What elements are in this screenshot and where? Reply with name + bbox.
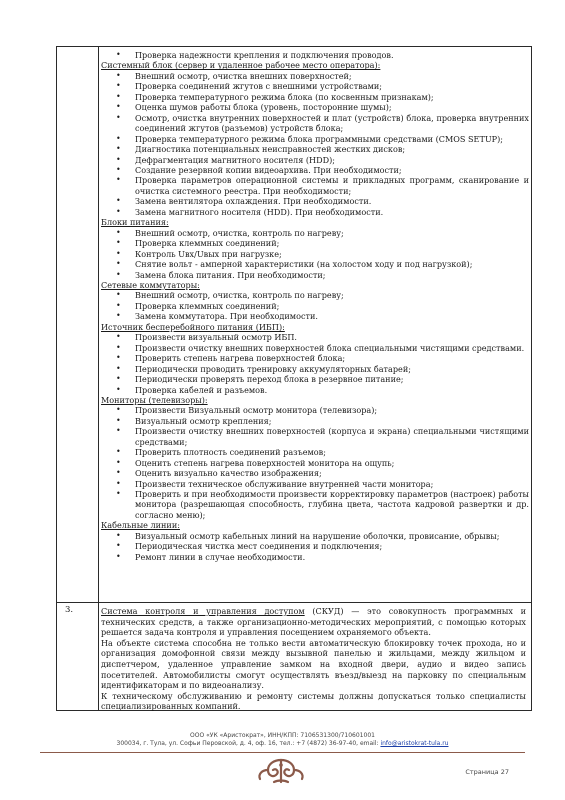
list-item: • Снятие вольт - амперной характеристики (на холостом ходу и под нагрузкой); (101, 259, 529, 269)
section-heading: Кабельные линии: (101, 520, 180, 531)
list-item: • Дефрагментация магнитного носителя (HDD); (101, 155, 529, 165)
ornament-logo (254, 756, 308, 786)
footer (0, 732, 565, 748)
page-number: Страница 27 (465, 768, 509, 776)
bullet-list (101, 531, 529, 562)
contact-info (0, 740, 565, 748)
list-item: • Проверка параметров операционной системы и прикладных программ, сканирование и очистка системного реестра. При необходимости; (101, 175, 529, 196)
continuation-list (101, 50, 529, 60)
skud-paragraph-2: На объекте система способна не только вести автоматическую блокировку точек прохода, но и организация домофонной связи между вызывной панелью и жильцами, между жильцом и диспетчером, удаленное управление замком на входной двери, аудио и видео запись посетителей. Автомобилисты смогут осуществлять въезд/выезд на парковку по специальным идентификаторам и по видеоанализу. (101, 637, 526, 691)
bullet-list (101, 405, 529, 520)
section-heading: Блоки питания: (101, 217, 169, 228)
bullet-list (101, 71, 529, 217)
list-item: • Произвести визуальный осмотр ИБП. (101, 332, 529, 342)
list-item: • Оценить визуально качество изображения; (101, 468, 529, 478)
list-item: • Контроль Uвх/Uвых при нагрузке; (101, 249, 529, 259)
address-text: 300034, г. Тула, ул. Софьи Перовской, д. 4, оф. 16, тел.: +7 (4872) 36-97-40, email: (116, 740, 381, 747)
list-item: • Оценить степень нагрева поверхностей монитора на ощупь; (101, 458, 529, 468)
sections-container (101, 60, 529, 562)
list-item: • Визуальный осмотр кабельных линий на нарушение оболочки, провисание, обрывы; (101, 531, 529, 541)
footer-divider (40, 752, 525, 753)
list-item: • Произвести очистку внешних поверхностей блока специальными чистящими средствами. (101, 343, 529, 353)
skud-definition: (СКУД) — это совокупность программных и технических средств, а также организационно-методических мероприятий, с помощью которых решается задача контроля и управления посещением охраняемого объекта. (101, 606, 526, 638)
list-item: • Периодическая чистка мест соединения и подключения; (101, 541, 529, 551)
list-item: • Замена вентилятора охлаждения. При необходимости. (101, 196, 529, 206)
list-item: • Произвести техническое обслуживание внутренней части монитора; (101, 479, 529, 489)
list-item: • Периодически проводить тренировку аккумуляторных батарей; (101, 364, 529, 374)
skud-term: Система контроля и управления доступом (101, 606, 305, 616)
list-item: • Проверка надежности крепления и подключения проводов. (101, 50, 529, 60)
list-item: • Проверка температурного режима блока программными средствами (CMOS SETUP); (101, 134, 529, 144)
list-item: • Проверить плотность соединений разъемов; (101, 447, 529, 457)
requirements-table (56, 46, 532, 711)
section-heading: Мониторы (телевизоры): (101, 394, 208, 405)
list-item: • Замена коммутатора. При необходимости. (101, 311, 529, 321)
list-item: • Проверка клеммных соединений; (101, 301, 529, 311)
list-item: • Внешний осмотр, очистка, контроль по нагреву; (101, 290, 529, 300)
list-item: • Произвести очистку внешних поверхностей (корпуса и экрана) специальными чистящими средствами; (101, 426, 529, 447)
list-item: • Замена блока питания. При необходимости; (101, 270, 529, 280)
bullet-list (101, 332, 529, 395)
bullet-list (101, 290, 529, 321)
list-item: • Создание резервной копии видеоархива. При необходимости; (101, 165, 529, 175)
row-number: 3. (65, 605, 74, 615)
maintenance-list (101, 50, 529, 562)
section-heading: Сетевые коммутаторы: (101, 279, 200, 290)
section-heading: Источник бесперебойного питания (ИБП): (101, 321, 285, 332)
list-item: • Произвести Визуальный осмотр монитора (телевизора); (101, 405, 529, 415)
list-item: • Проверка соединений жгутов с внешними устройствами; (101, 81, 529, 91)
skud-description (101, 606, 526, 712)
list-item: • Ремонт линии в случае необходимости. (101, 552, 529, 562)
list-item: • Визуальный осмотр крепления; (101, 416, 529, 426)
row-divider (57, 602, 531, 603)
list-item: • Диагностика потенциальных неисправностей жестких дисков; (101, 144, 529, 154)
list-item: • Периодически проверять переход блока в резервное питание; (101, 374, 529, 384)
list-item: • Внешний осмотр, очистка, контроль по нагреву; (101, 228, 529, 238)
list-item: • Проверить и при необходимости произвести корректировку параметров (настроек) работы монитора (разрешающая способность, глубина цвета, частота кадровой развертки и др. согласно меню); (101, 489, 529, 520)
company-info: ООО «УК «Аристократ», ИНН/КПП: 7106531300/710601001 (190, 732, 375, 739)
skud-paragraph-3: К техническому обслуживанию и ремонту системы должны допускаться только специалисты специализированных компаний. (101, 690, 526, 712)
list-item: • Проверить степень нагрева поверхностей блока; (101, 353, 529, 363)
list-item: • Проверка клеммных соединений; (101, 238, 529, 248)
list-item: • Оценка шумов работы блока (уровень, посторонние шумы); (101, 102, 529, 112)
list-item: • Внешний осмотр, очистка внешних поверхностей; (101, 71, 529, 81)
section-heading: Системный блок (сервер и удаленное рабочее место оператора): (101, 60, 381, 71)
list-item: • Замена магнитного носителя (HDD). При необходимости. (101, 207, 529, 217)
list-item: • Проверка температурного режима блока (по косвенным признакам); (101, 92, 529, 102)
list-item: • Проверка кабелей и разъемов. (101, 385, 529, 395)
bullet-list (101, 228, 529, 280)
email-link[interactable]: info@aristokrat-tula.ru (380, 740, 449, 747)
skud-paragraph-1 (101, 606, 526, 638)
list-item: • Осмотр, очистка внутренних поверхностей и плат (устройств) блока, проверка внутренних соединений жгутов (разъемов) устройств блока; (101, 113, 529, 134)
number-column (57, 47, 99, 710)
